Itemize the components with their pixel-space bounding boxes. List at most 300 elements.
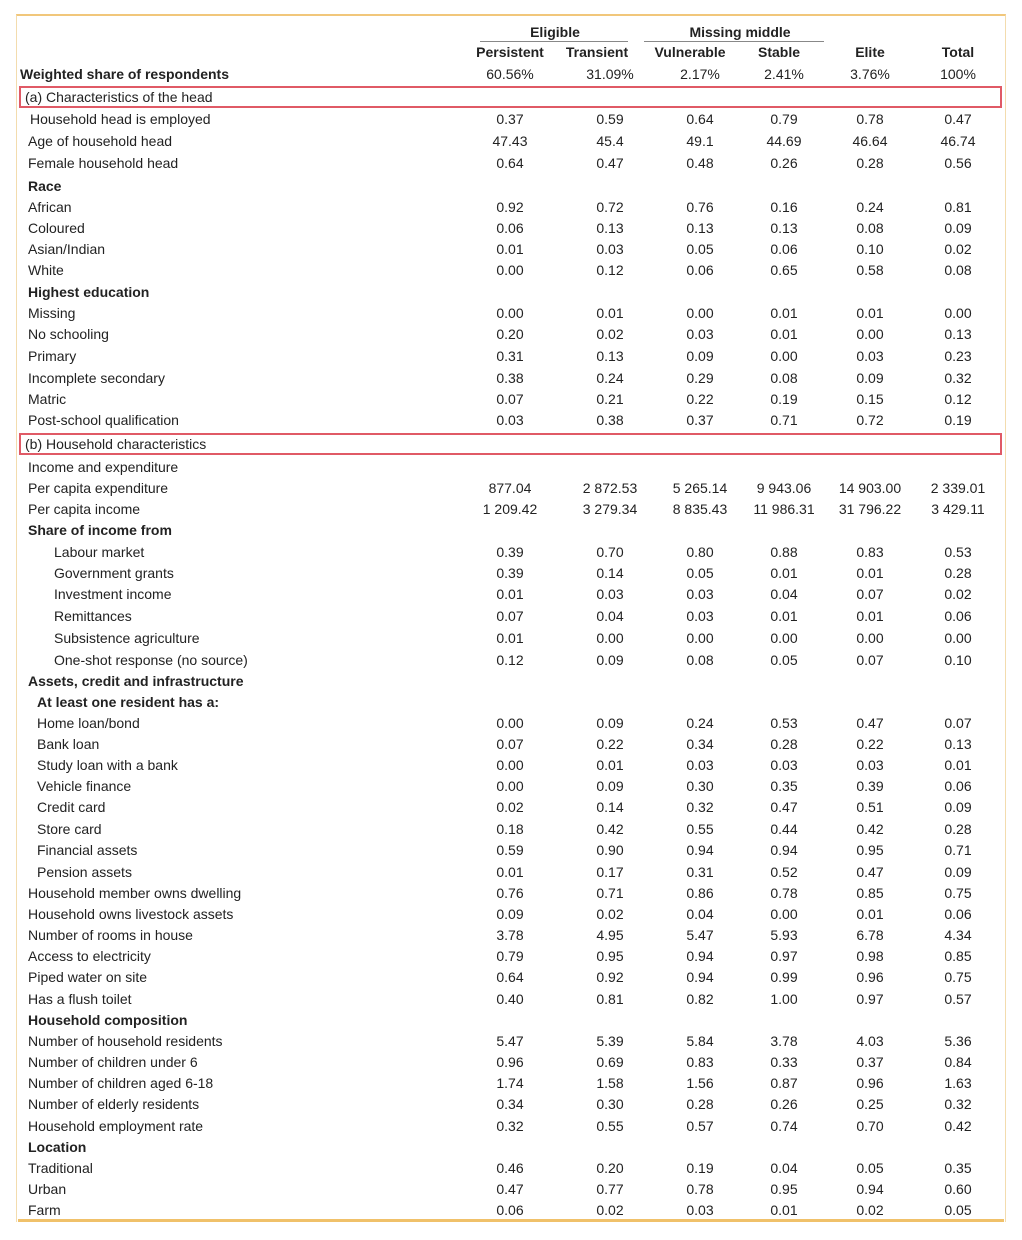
table-cell: 0.00: [496, 778, 524, 794]
table-cell: 0.00: [686, 630, 714, 646]
table-cell: 0.08: [944, 262, 972, 278]
row-label: At least one resident has a:: [37, 694, 220, 710]
table-cell: 0.24: [856, 199, 884, 215]
table-cell: 0.34: [686, 736, 714, 752]
table-row: [20, 1200, 1002, 1221]
table-cell: 877.04: [488, 480, 532, 496]
table-cell: 1.56: [686, 1075, 714, 1091]
table-cell: 0.32: [496, 1118, 524, 1134]
table-cell: 5.36: [944, 1033, 972, 1049]
table-row: [20, 989, 1002, 1010]
table-row: [20, 797, 1002, 818]
row-label: Primary: [28, 348, 77, 364]
table-cell: 0.01: [496, 864, 524, 880]
table-cell: 0.07: [856, 586, 884, 602]
table-cell: 0.15: [856, 391, 884, 407]
table-cell: 5.84: [686, 1033, 714, 1049]
table-cell: 0.76: [686, 199, 714, 215]
table-cell: 0.94: [686, 969, 714, 985]
table-cell: 0.77: [596, 1181, 624, 1197]
table-cell: 0.72: [596, 199, 624, 215]
table-cell: 0.30: [686, 778, 714, 794]
table-cell: 31.09%: [586, 66, 634, 82]
table-cell: 1.63: [944, 1075, 972, 1091]
table-cell: 0.09: [944, 799, 972, 815]
table-cell: 2 339.01: [930, 480, 986, 496]
table-cell: 0.19: [944, 412, 972, 428]
table-cell: 0.42: [596, 821, 624, 837]
table-cell: 0.65: [770, 262, 798, 278]
table-row: [20, 389, 1002, 410]
table-cell: 0.14: [596, 799, 624, 815]
table-cell: 9 943.06: [756, 480, 812, 496]
row-label: Investment income: [54, 586, 172, 602]
table-row: [20, 410, 1002, 431]
table-cell: 0.01: [856, 305, 884, 321]
table-subheading-row: [20, 457, 1002, 478]
table-cell: 0.74: [770, 1118, 798, 1134]
table-cell: 0.51: [856, 799, 884, 815]
table-cell: 0.03: [686, 608, 714, 624]
table-cell: 0.07: [856, 652, 884, 668]
table-row: [20, 109, 1002, 130]
table-cell: 0.13: [686, 220, 714, 236]
group-header-eligible: Eligible: [530, 24, 580, 40]
table-subheading-row: [20, 692, 1002, 713]
table-cell: 0.92: [496, 199, 524, 215]
column-header-stable: Stable: [757, 44, 800, 60]
table-cell: 0.00: [686, 305, 714, 321]
table-cell: 0.47: [496, 1181, 524, 1197]
table-cell: 47.43: [492, 133, 528, 149]
table-cell: 0.00: [496, 757, 524, 773]
table-cell: 0.28: [770, 736, 798, 752]
table-row: [20, 368, 1002, 389]
table-cell: 0.28: [944, 821, 972, 837]
table-row: [20, 499, 1002, 520]
table-cell: 0.52: [770, 864, 798, 880]
group-rule-eligible: [480, 41, 628, 42]
table-row: [20, 346, 1002, 367]
table-subheading-row: [20, 1010, 1002, 1031]
table-subheading-row: [20, 671, 1002, 692]
table-cell: 0.06: [944, 608, 972, 624]
row-label: Subsistence agriculture: [54, 630, 200, 646]
table-cell: 0.09: [686, 348, 714, 364]
table-cell: 0.97: [856, 991, 884, 1007]
table-subheading-row: [20, 282, 1002, 303]
table-cell: 0.10: [856, 241, 884, 257]
table-row: [20, 239, 1002, 260]
table-cell: 0.10: [944, 652, 972, 668]
table-cell: 0.71: [770, 412, 798, 428]
table-cell: 44.69: [766, 133, 802, 149]
table-cell: 0.37: [856, 1054, 884, 1070]
table-cell: 0.75: [944, 969, 972, 985]
table-row: [20, 260, 1002, 281]
row-label: Number of children under 6: [28, 1054, 198, 1070]
row-label: Number of elderly residents: [28, 1096, 200, 1112]
row-label: Financial assets: [37, 842, 138, 858]
table-cell: 0.06: [686, 262, 714, 278]
table-cell: 5 265.14: [672, 480, 728, 496]
table-cell: 0.39: [856, 778, 884, 794]
table-cell: 0.03: [596, 586, 624, 602]
table-cell: 0.95: [770, 1181, 798, 1197]
table-cell: 0.78: [686, 1181, 714, 1197]
weighted-share-label: Weighted share of respondents: [20, 66, 229, 82]
table-cell: 0.28: [686, 1096, 714, 1112]
table-cell: 0.38: [596, 412, 624, 428]
table-cell: 0.02: [496, 799, 524, 815]
table-cell: 0.47: [770, 799, 798, 815]
table-cell: 0.07: [496, 736, 524, 752]
table-cell: 0.06: [944, 778, 972, 794]
table-cell: 0.13: [596, 220, 624, 236]
table-cell: 0.03: [686, 757, 714, 773]
table-cell: 0.26: [770, 1096, 798, 1112]
table-row: [20, 883, 1002, 904]
table-cell: 0.09: [596, 778, 624, 794]
table-cell: 0.29: [686, 370, 714, 386]
table-cell: 0.02: [596, 1202, 624, 1218]
row-label: Asian/Indian: [28, 241, 106, 257]
table-cell: 0.94: [686, 842, 714, 858]
table-cell: 0.25: [856, 1096, 884, 1112]
row-label: Household member owns dwelling: [28, 885, 242, 901]
table-cell: 0.59: [496, 842, 524, 858]
table-row: [20, 197, 1002, 218]
row-label: Farm: [28, 1202, 61, 1218]
table-cell: 0.39: [496, 565, 524, 581]
table-cell: 0.00: [496, 715, 524, 731]
table-cell: 0.34: [496, 1096, 524, 1112]
table-subheading-row: [20, 1137, 1002, 1158]
row-label: Home loan/bond: [37, 715, 140, 731]
table-cell: 0.08: [770, 370, 798, 386]
row-label: Race: [28, 178, 62, 194]
table-row: [20, 303, 1002, 324]
table-cell: 5.93: [770, 927, 798, 943]
table-cell: 0.03: [686, 326, 714, 342]
table-cell: 2 872.53: [582, 480, 638, 496]
table-cell: 0.06: [496, 220, 524, 236]
table-row: [20, 1031, 1002, 1052]
table-cell: 0.00: [856, 630, 884, 646]
table-cell: 0.09: [596, 652, 624, 668]
table-cell: 0.75: [944, 885, 972, 901]
table-cell: 6.78: [856, 927, 884, 943]
table-row: [20, 563, 1002, 584]
row-label: Incomplete secondary: [28, 370, 165, 386]
row-label: Income and expenditure: [28, 459, 179, 475]
table-row: [20, 218, 1002, 239]
table-cell: 5.47: [686, 927, 714, 943]
table-cell: 0.22: [856, 736, 884, 752]
table-cell: 0.48: [686, 155, 714, 171]
table-cell: 0.76: [496, 885, 524, 901]
table-cell: 0.58: [856, 262, 884, 278]
table-cell: 4.95: [596, 927, 624, 943]
row-label: Traditional: [28, 1160, 93, 1176]
table-cell: 0.09: [496, 906, 524, 922]
table-cell: 4.34: [944, 927, 972, 943]
table-cell: 0.30: [596, 1096, 624, 1112]
table-cell: 3.78: [770, 1033, 798, 1049]
table-cell: 0.00: [596, 630, 624, 646]
table-cell: 0.38: [496, 370, 524, 386]
table-cell: 0.09: [944, 864, 972, 880]
table-row: [20, 1179, 1002, 1200]
row-label: Highest education: [28, 284, 150, 300]
table-cell: 0.95: [596, 948, 624, 964]
table-row: [20, 153, 1002, 174]
table-row: [20, 755, 1002, 776]
table-cell: 0.95: [856, 842, 884, 858]
table-cell: 0.83: [856, 544, 884, 560]
table-cell: 0.05: [856, 1160, 884, 1176]
table-cell: 0.06: [770, 241, 798, 257]
table-cell: 0.05: [686, 241, 714, 257]
table-cell: 0.02: [944, 241, 972, 257]
table-cell: 0.01: [856, 608, 884, 624]
table-cell: 0.13: [596, 348, 624, 364]
row-label: Study loan with a bank: [37, 757, 178, 773]
table-cell: 0.01: [496, 586, 524, 602]
table-cell: 0.01: [856, 906, 884, 922]
table-cell: 0.90: [596, 842, 624, 858]
group-header-missing-middle: Missing middle: [689, 24, 791, 40]
table-row: [20, 131, 1002, 152]
table-row: [20, 819, 1002, 840]
table-cell: 0.78: [856, 111, 884, 127]
row-label: Credit card: [37, 799, 106, 815]
table-subheading-row: [20, 520, 1002, 541]
row-label: Urban: [28, 1181, 67, 1197]
row-label: Number of rooms in house: [28, 927, 193, 943]
table-cell: 0.47: [856, 864, 884, 880]
table-cell: 0.22: [596, 736, 624, 752]
table-row: [20, 628, 1002, 649]
table-cell: 0.64: [496, 969, 524, 985]
column-header-transient: Transient: [565, 44, 629, 60]
table-cell: 0.20: [496, 326, 524, 342]
table-cell: 0.13: [770, 220, 798, 236]
row-label: No schooling: [28, 326, 109, 342]
table-cell: 3 429.11: [931, 501, 985, 517]
table-cell: 4.03: [856, 1033, 884, 1049]
table-cell: 0.06: [496, 1202, 524, 1218]
row-label: Bank loan: [37, 736, 100, 752]
table-cell: 0.00: [856, 326, 884, 342]
table-row: [20, 324, 1002, 345]
row-label: Labour market: [54, 544, 145, 560]
table-cell: 0.12: [496, 652, 524, 668]
table-cell: 0.60: [944, 1181, 972, 1197]
table-subheading-row: [20, 176, 1002, 197]
table-cell: 0.79: [496, 948, 524, 964]
table-cell: 0.40: [496, 991, 524, 1007]
table-cell: 0.05: [686, 565, 714, 581]
table-cell: 0.07: [496, 391, 524, 407]
table-cell: 0.00: [770, 348, 798, 364]
table-cell: 0.78: [770, 885, 798, 901]
table-cell: 31 796.22: [838, 501, 902, 517]
table-cell: 0.81: [596, 991, 624, 1007]
section-header-household-characteristics: [19, 433, 1002, 455]
table-cell: 0.12: [596, 262, 624, 278]
table-cell: 0.07: [496, 608, 524, 624]
table-cell: 0.19: [686, 1160, 714, 1176]
table-cell: 100%: [940, 66, 976, 82]
table-cell: 0.53: [944, 544, 972, 560]
table-row: [20, 1158, 1002, 1179]
table-cell: 0.01: [944, 757, 972, 773]
table-cell: 0.28: [856, 155, 884, 171]
table-cell: 0.83: [686, 1054, 714, 1070]
table-cell: 60.56%: [486, 66, 534, 82]
row-label: Household composition: [28, 1012, 188, 1028]
table-cell: 0.57: [944, 991, 972, 1007]
table-row: [20, 840, 1002, 861]
table-cell: 0.32: [944, 1096, 972, 1112]
row-label: Missing: [28, 305, 76, 321]
table-cell: 0.21: [596, 391, 624, 407]
table-cell: 0.01: [770, 326, 798, 342]
table-cell: 0.08: [856, 220, 884, 236]
table-cell: 0.35: [770, 778, 798, 794]
row-label: Matric: [28, 391, 67, 407]
row-label: Has a flush toilet: [28, 991, 132, 1007]
table-cell: 0.70: [596, 544, 624, 560]
table-cell: 0.47: [596, 155, 624, 171]
table-cell: 0.79: [770, 111, 798, 127]
row-label: Share of income from: [28, 522, 172, 538]
table-row: [20, 967, 1002, 988]
table-cell: 0.96: [856, 969, 884, 985]
table-cell: 2.41%: [764, 66, 804, 82]
table-cell: 0.98: [856, 948, 884, 964]
table-cell: 0.18: [496, 821, 524, 837]
table-cell: 0.35: [944, 1160, 972, 1176]
table-cell: 0.12: [944, 391, 972, 407]
table-cell: 0.03: [770, 757, 798, 773]
row-label: Household owns livestock assets: [28, 906, 234, 922]
table-cell: 0.86: [686, 885, 714, 901]
table-cell: 0.94: [856, 1181, 884, 1197]
row-label: Assets, credit and infrastructure: [28, 673, 244, 689]
table-row: [20, 862, 1002, 883]
table-cell: 0.26: [770, 155, 798, 171]
table-cell: 8 835.43: [672, 501, 728, 517]
table-row: [20, 1073, 1002, 1094]
row-label: Coloured: [28, 220, 85, 236]
table-cell: 0.39: [496, 544, 524, 560]
table-row: [20, 1116, 1002, 1137]
table-cell: 0.01: [770, 305, 798, 321]
table-cell: 0.47: [944, 111, 972, 127]
row-label: Number of children aged 6-18: [28, 1075, 214, 1091]
table-cell: 0.05: [944, 1202, 972, 1218]
table-cell: 0.99: [770, 969, 798, 985]
table-cell: 0.03: [496, 412, 524, 428]
table-cell: 1.00: [770, 991, 798, 1007]
table-cell: 45.4: [596, 133, 624, 149]
weighted-share-row: [20, 64, 1002, 85]
table-cell: 3 279.34: [582, 501, 638, 517]
table-cell: 0.80: [686, 544, 714, 560]
row-label: Household head is employed: [30, 111, 211, 127]
bottom-rule: [18, 1219, 1004, 1222]
row-label: Per capita income: [28, 501, 141, 517]
table-cell: 0.71: [596, 885, 624, 901]
section-title: (b) Household characteristics: [25, 436, 207, 452]
table-cell: 0.96: [856, 1075, 884, 1091]
table-cell: 11 986.31: [753, 501, 815, 517]
row-label: Location: [28, 1139, 87, 1155]
table-cell: 5.39: [596, 1033, 624, 1049]
table-row: [20, 542, 1002, 563]
table-cell: 3.78: [496, 927, 524, 943]
table-cell: 0.07: [944, 715, 972, 731]
table-cell: 0.01: [770, 1202, 798, 1218]
table-cell: 0.42: [856, 821, 884, 837]
table-cell: 0.08: [686, 652, 714, 668]
row-label: Remittances: [54, 608, 132, 624]
table-cell: 0.23: [944, 348, 972, 364]
column-header-elite: Elite: [855, 44, 885, 60]
table-cell: 0.17: [596, 864, 624, 880]
row-label: One-shot response (no source): [54, 652, 248, 668]
table-cell: 0.04: [770, 586, 798, 602]
table-cell: 1.58: [596, 1075, 624, 1091]
table-cell: 0.02: [856, 1202, 884, 1218]
table-cell: 0.37: [686, 412, 714, 428]
table-cell: 0.71: [944, 842, 972, 858]
table-cell: 0.31: [496, 348, 524, 364]
table-cell: 0.01: [496, 241, 524, 257]
table-row: [20, 650, 1002, 671]
table-cell: 0.09: [944, 220, 972, 236]
table-cell: 0.22: [686, 391, 714, 407]
row-label: Age of household head: [28, 133, 173, 149]
table-cell: 14 903.00: [838, 480, 902, 496]
table-cell: 0.69: [596, 1054, 624, 1070]
table-cell: 0.64: [686, 111, 714, 127]
row-label: Access to electricity: [28, 948, 151, 964]
row-label: Pension assets: [37, 864, 132, 880]
table-cell: 0.00: [770, 630, 798, 646]
row-label: Store card: [37, 821, 102, 837]
table-cell: 0.13: [944, 736, 972, 752]
table-cell: 1 209.42: [482, 501, 538, 517]
group-rule-missing-middle: [644, 41, 824, 42]
table-cell: 0.09: [856, 370, 884, 386]
table-cell: 0.03: [686, 1202, 714, 1218]
row-label: Per capita expenditure: [28, 480, 169, 496]
table-cell: 0.94: [770, 842, 798, 858]
table-row: [20, 925, 1002, 946]
table-cell: 0.32: [686, 799, 714, 815]
row-label: Household employment rate: [28, 1118, 204, 1134]
table-cell: 0.59: [596, 111, 624, 127]
table-cell: 2.17%: [680, 66, 720, 82]
row-label: Number of household residents: [28, 1033, 223, 1049]
table-cell: 3.76%: [850, 66, 890, 82]
table-cell: 0.24: [686, 715, 714, 731]
table-row: [20, 713, 1002, 734]
table-cell: 0.01: [596, 757, 624, 773]
